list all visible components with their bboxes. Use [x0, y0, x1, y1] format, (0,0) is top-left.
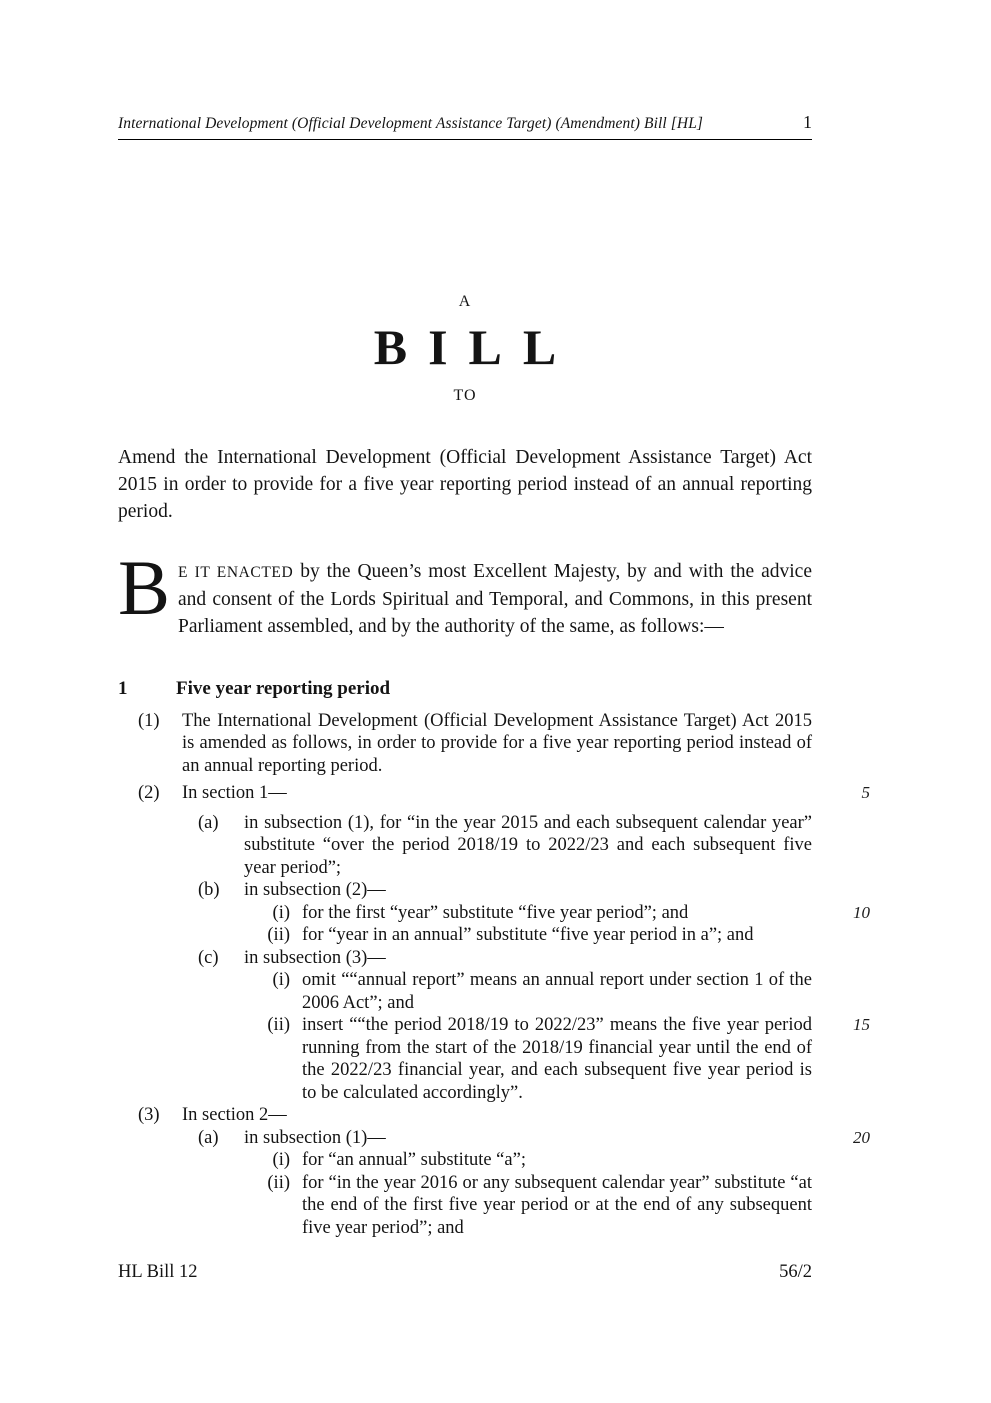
subparagraph-text: for “year in an annual” substitute “five year period in a”; and: [302, 925, 754, 945]
bill-title: BILL: [373, 319, 578, 375]
subsection-3: [118, 1104, 870, 1239]
subsection-label: (2): [138, 783, 160, 803]
paragraph-row: [118, 812, 812, 880]
paragraph-group: [118, 1127, 870, 1240]
margin-line-number: 10: [853, 902, 870, 922]
subparagraph-label: (i): [272, 970, 290, 990]
subparagraph-row: [118, 969, 812, 1014]
subparagraph-label: (i): [272, 1150, 290, 1170]
bill-to-label: TO: [453, 387, 477, 404]
paragraph-label: (c): [198, 947, 219, 968]
paragraph-text: in subsection (1)—: [244, 1127, 386, 1148]
paragraph-group: [118, 812, 870, 1105]
clause-number: 1: [118, 678, 128, 699]
paragraph-row: [118, 947, 812, 970]
paragraph-text: in subsection (1), for “in the year 2015 and each subsequent calendar year” substitute “over the period 2018/19 to 2022/23 and each subsequent five year period”;: [244, 812, 812, 878]
subparagraph-row: [118, 924, 812, 947]
footer-bill-number: HL Bill 12: [118, 1262, 198, 1282]
enacting-formula: [118, 544, 812, 640]
clause-1: [118, 678, 870, 1239]
page-footer: [118, 1262, 812, 1283]
bill-letter-a: A: [458, 293, 472, 310]
subparagraph-row: [118, 1149, 812, 1172]
paragraph-text: in subsection (3)—: [244, 947, 386, 968]
running-title: International Development (Official Development Assistance Target) (Amendment) Bill [HL]: [118, 115, 704, 132]
subparagraph-label: (ii): [267, 1015, 290, 1035]
margin-line-number: 20: [853, 1127, 870, 1147]
long-title: Amend the International Development (Official Development Assistance Target) Act 2015 in order to provide for a five year reporting period instead of an annual reporting period.: [118, 447, 812, 522]
paragraph-text: in subsection (2)—: [244, 880, 386, 900]
page-header: [118, 112, 812, 133]
subparagraph-row: [118, 1014, 870, 1104]
subsection-row: [118, 782, 870, 805]
subsection-label: (3): [138, 1105, 160, 1125]
subsection-2: [118, 782, 870, 1104]
subsection-text: In section 1—: [182, 783, 287, 803]
title-block: [118, 293, 812, 405]
subsection-text: The International Development (Official Development Assistance Target) Act 2015 is amended as follows, in order to provide for a five year reporting period instead of an annual reporting period.: [182, 710, 812, 776]
margin-line-number: 15: [853, 1015, 870, 1034]
subparagraph-text: for the first “year” substitute “five year period”; and: [302, 902, 689, 923]
subparagraph-row: [118, 1172, 812, 1240]
paragraph-label: (a): [198, 1127, 219, 1148]
subparagraph-text: for “an annual” substitute “a”;: [302, 1150, 526, 1170]
subsection-label: (1): [138, 710, 160, 731]
enacting-smallcaps: E IT ENACTED: [178, 564, 294, 581]
page-number: 1: [803, 112, 812, 132]
subsection-row: [118, 710, 812, 778]
paragraph-label: (b): [198, 880, 220, 900]
subsection-text: In section 2—: [182, 1105, 287, 1125]
clause-heading-row: [118, 678, 812, 701]
subparagraph-label: (ii): [267, 925, 290, 945]
margin-line-number: 5: [861, 783, 870, 802]
subparagraph-label: (ii): [267, 1172, 290, 1193]
subparagraph-text: omit ““annual report” means an annual report under section 1 of the 2006 Act”; and: [302, 970, 812, 1013]
subsection-row: [118, 1104, 812, 1127]
subparagraph-label: (i): [272, 902, 290, 923]
footer-session-number: 56/2: [779, 1262, 812, 1282]
drop-cap: B: [118, 544, 171, 631]
paragraph-row: [118, 879, 812, 902]
subparagraph-text: for “in the year 2016 or any subsequent calendar year” substitute “at the end of the first five year period or at the end of any subsequent five year period”; and: [302, 1172, 812, 1238]
paragraph-label: (a): [198, 812, 219, 833]
subparagraph-row: [118, 902, 870, 925]
header-rule: [118, 139, 812, 140]
paragraph-row: [118, 1127, 870, 1150]
enacting-text: by the Queen’s most Excellent Majesty, by and with the advice and consent of the Lords Spiritual and Temporal, and Commons, in this present Parliament assembled, and by the authority of the same, as follows:—: [178, 561, 812, 637]
clause-heading: Five year reporting period: [176, 678, 391, 699]
subparagraph-text: insert ““the period 2018/19 to 2022/23” means the five year period running from the start of the 2018/19 financial year until the end of the 2022/23 financial year, and each subsequent five year period is to be calculated accordingly”.: [302, 1015, 812, 1103]
subsection-1: [118, 710, 812, 778]
